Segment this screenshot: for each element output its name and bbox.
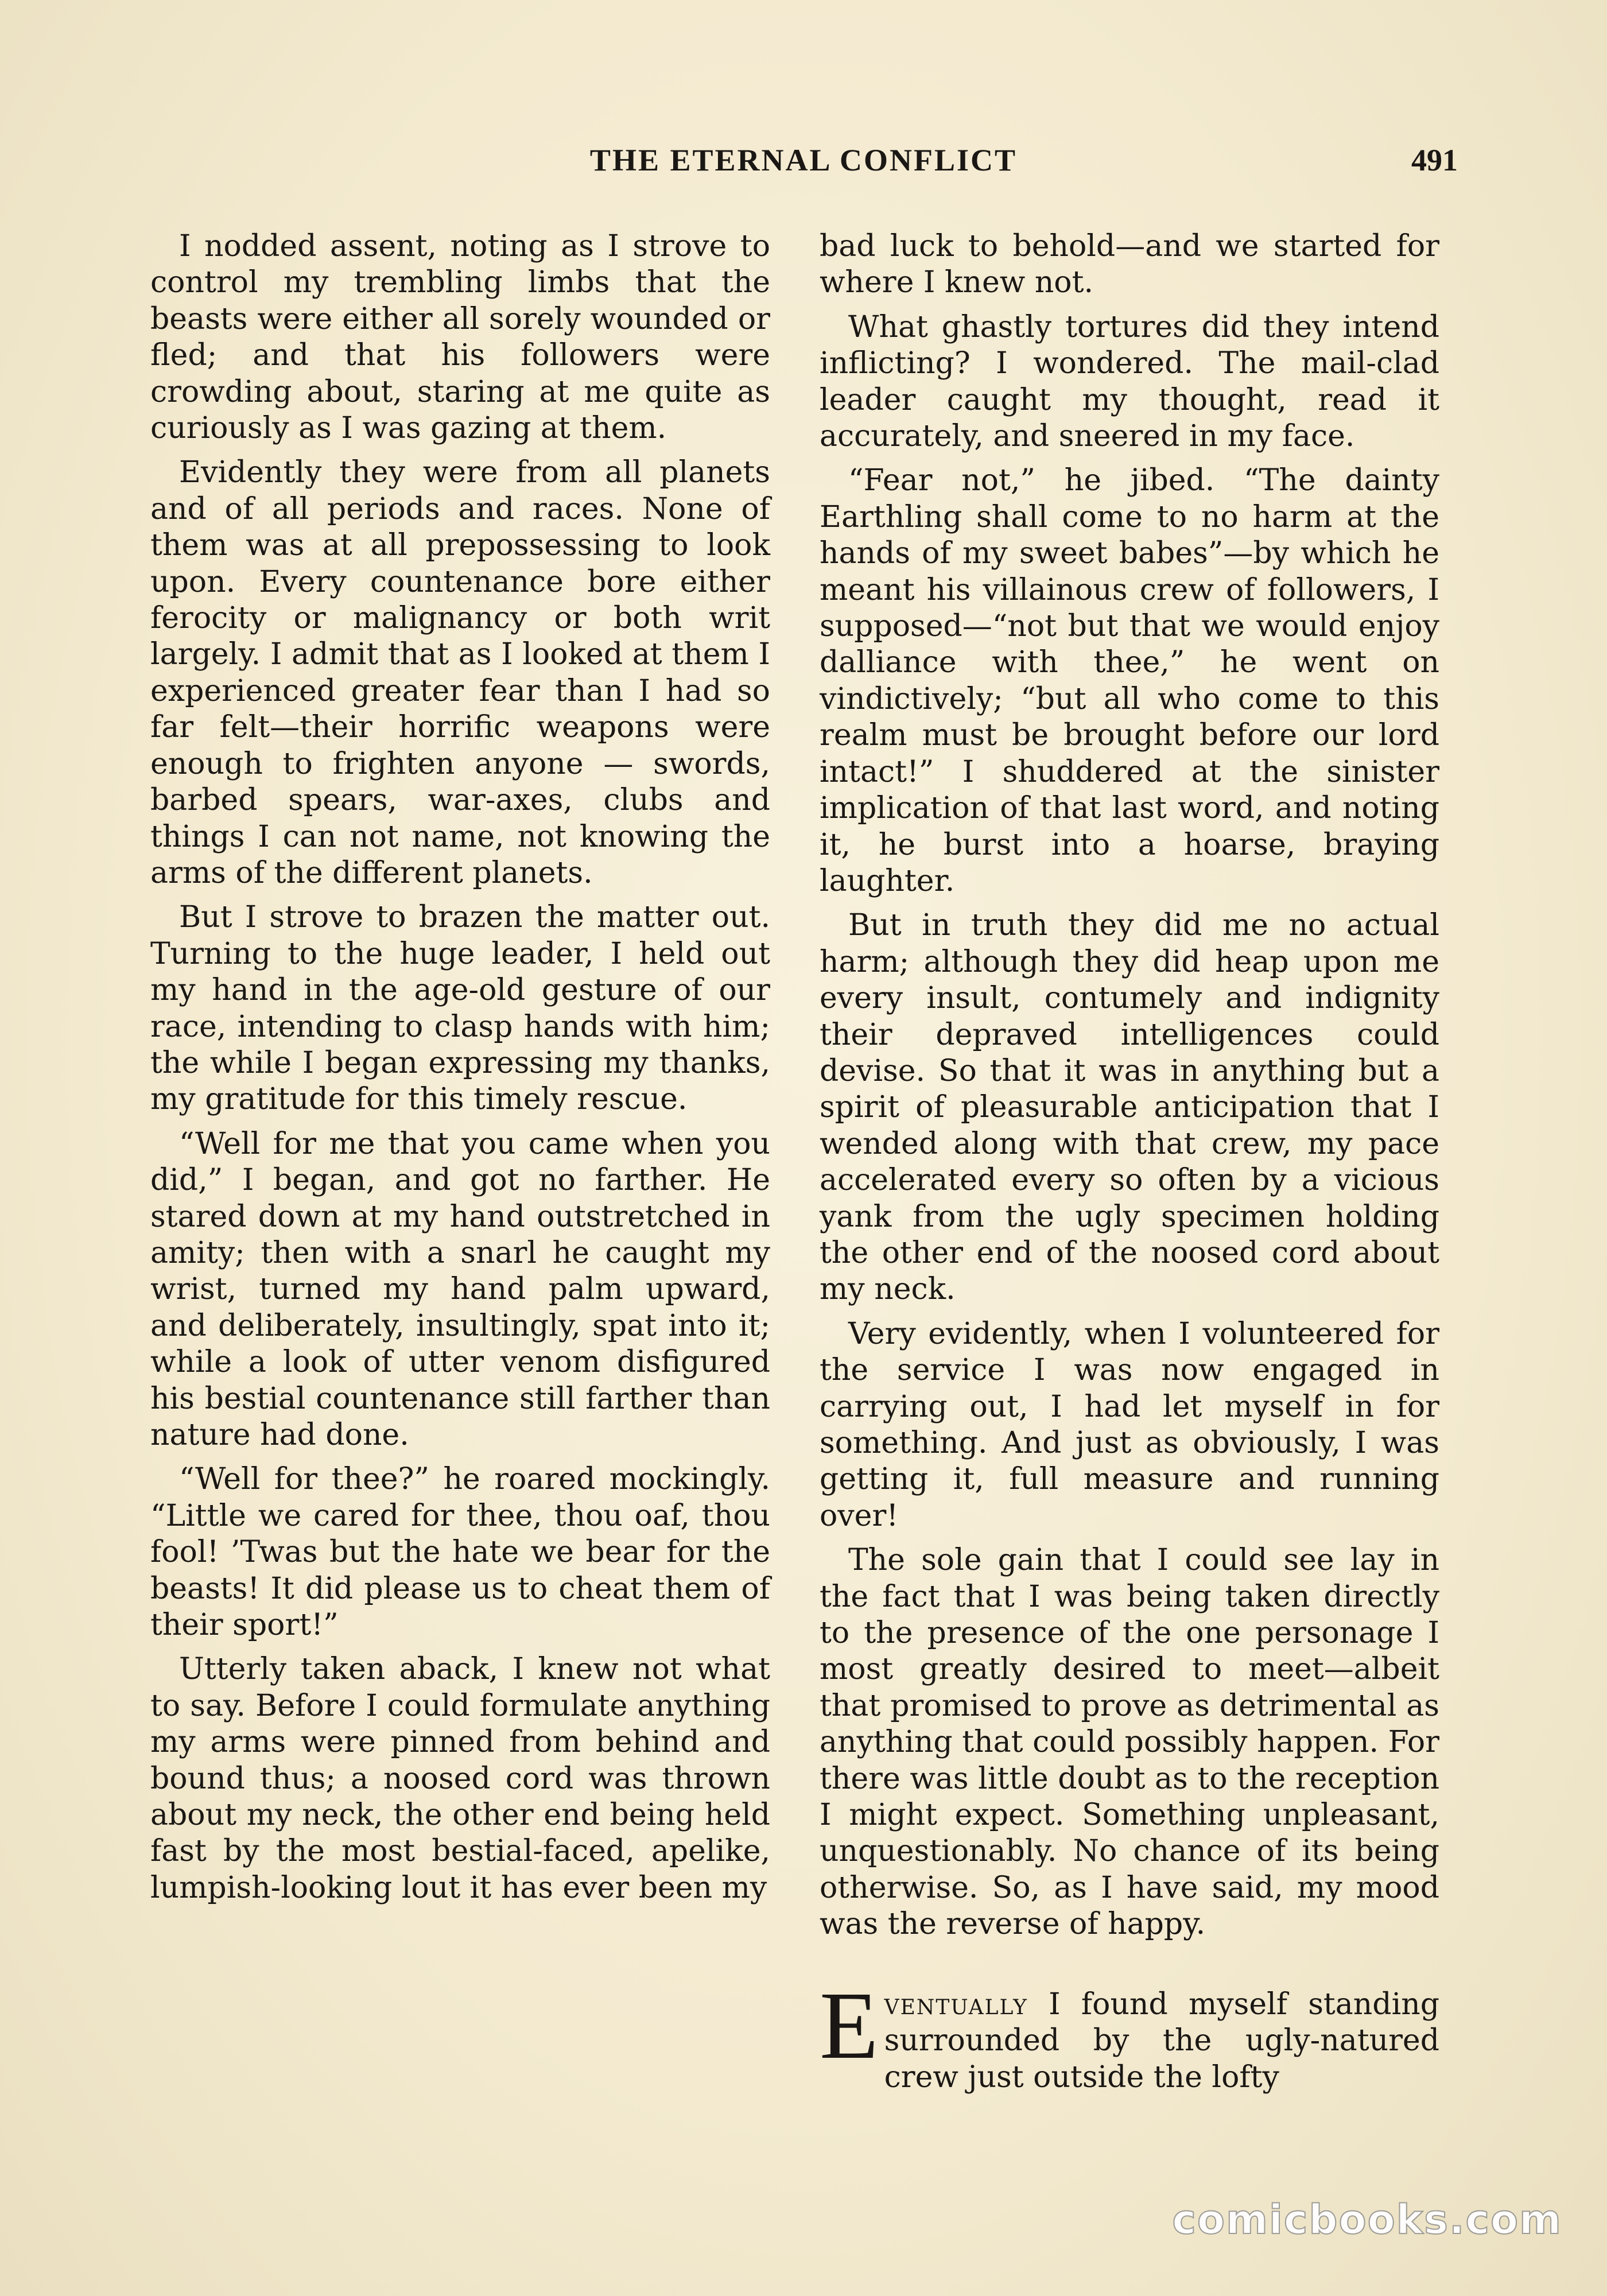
paragraph: Evidently they were from all planets and of all periods and races. None of them was at all prepossessing to look upon. Every countenance bore either ferocity or malignancy or both writ largely. I admit that as I looked at them I experienced greater fear than I had so far felt—their horrific weapons were enough to frighten anyone — swords, barbed spears, war-axes, clubs and things I can not name, not knowing the arms of the different planets. bbox=[150, 455, 770, 890]
paragraph: “Well for me that you came when you did,” I began, and got no farther. He stared down at my hand outstretched in amity; then with a snarl he caught my wrist, turned my hand palm upward, and deliberately, insultingly, spat into it; while a look of utter venom disfigured his bestial countenance still farther than nature had done. bbox=[150, 1126, 770, 1452]
paragraph: But I strove to brazen the matter out. Turning to the huge leader, I held out my hand in the age-old gesture of our race, intending to clasp hands with him; the while I began expressing my thanks, my gratitude for this timely rescue. bbox=[150, 900, 770, 1117]
page-number: 491 bbox=[1411, 143, 1458, 177]
paragraph: The sole gain that I could see lay in the fact that I was being taken directly to the presence of the one personage I most greatly desired to meet—albeit that promised to prove as detrimental as anything that could possibly happen. For there was little doubt as to the reception I might expect. Something unpleasant, unquestionably. No chance of its being otherwise. So, as I have said, my mood was the reverse of happy. bbox=[820, 1543, 1439, 1942]
paragraph: I nodded assent, noting as I strove to control my trembling limbs that the beasts were either all sorely wounded or fled; and that his followers were crowding about, staring at me quite as curiously as I was gazing at them. bbox=[150, 229, 770, 446]
section-break bbox=[820, 1951, 1439, 1987]
paragraph: What ghastly tortures did they intend inflicting? I wondered. The mail-clad leader caught my thought, read it accurately, and sneered in my face. bbox=[820, 309, 1439, 454]
paragraph-continued: bad luck to behold—and we started for where I knew not. bbox=[820, 229, 1439, 300]
paragraph: “Fear not,” he jibed. “The dainty Earthling shall come to no harm at the hands of my sweet babes”—by which he meant his villainous crew of followers, I supposed—“not but that we would enjoy dalliance with thee,” he went on vindictively; “but all who come to this realm must be brought before our lord intact!” I shuddered at the sinister implication of that last word, and noting it, he burst into a hoarse, braying laughter. bbox=[820, 463, 1439, 898]
paragraph: But in truth they did me no actual harm; although they did heap upon me every insult, contumely and indignity their depraved intelligences could devise. So that it was in anything but a spirit of pleasurable anticipation that I wended along with that crew, my pace accelerated every so often by a vicious yank from the ugly specimen holding the other end of the noosed cord about my neck. bbox=[820, 908, 1439, 1307]
watermark-logo: comicbooks.com bbox=[1172, 2196, 1562, 2243]
smallcaps-lead: ventually bbox=[884, 1987, 1028, 2022]
page-header bbox=[149, 142, 1458, 188]
dropcap-paragraph bbox=[820, 1972, 1439, 2096]
drop-cap: E bbox=[820, 1972, 879, 2079]
paragraph: “Well for thee?” he roared mockingly. “Little we cared for thee, thou oaf, thou fool! ’Twas but the hate we bear for the beasts! It did please us to cheat them of their sport!” bbox=[150, 1462, 770, 1643]
running-head: THE ETERNAL CONFLICT bbox=[589, 143, 1018, 177]
paragraph: Utterly taken aback, I knew not what to say. Before I could formulate anything my arms were pinned from behind and bound thus; a noosed cord was thrown about my neck, the other end being held fast by the most bestial-faced, apelike, lumpish-looking lout it has ever been my bbox=[150, 1652, 770, 1905]
paragraph-text: I found myself standing surrounded by the ugly-natured crew just outside the lofty bbox=[884, 1987, 1439, 2095]
left-column bbox=[150, 228, 770, 1914]
right-column bbox=[820, 228, 1439, 2104]
paragraph: Very evidently, when I volunteered for the service I was now engaged in carrying out, I had let myself in for something. And just as obviously, I was getting it, full measure and running over! bbox=[820, 1316, 1439, 1533]
